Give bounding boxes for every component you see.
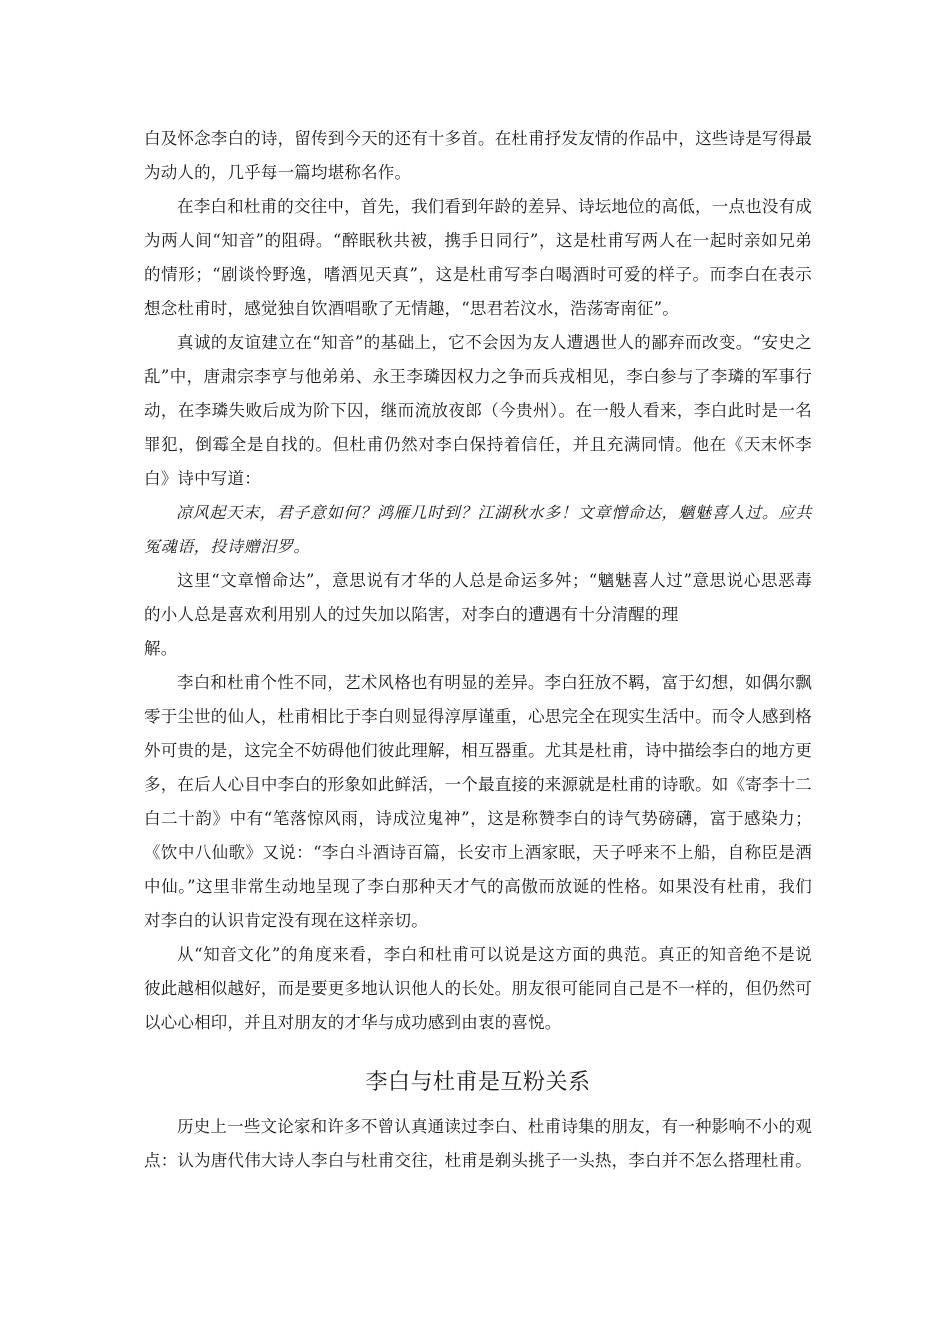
section-heading: 李白与杜甫是互粉关系 [365, 1070, 591, 1095]
paragraph-styles: 李白和杜甫个性不同，艺术风格也有明显的差异。李白狂放不羁，富于幻想，如偶尔飘零于尘世的仙人，杜甫相比于李白则显得淳厚谨重，心思完全在现实生活中。而令人感到格外可贵的是，这完全不妨碍他们彼此理解，相互器重。尤其是杜甫，诗中描绘李白的地方更多，在后人心目中李白的形象如此鲜活，一个最直接的来源就是杜甫的诗歌。如《寄李十二白二十韵》中有“笔落惊风雨，诗成泣鬼神”，这是称赞李白的诗气势磅礴，富于感染力；《饮中八仙歌》又说：“李白斗酒诗百篇，长安市上酒家眠，天子呼来不上船，自称臣是酒中仙。”这里非常生动地呈现了李白那种天才气的高傲而放诞的性格。如果没有杜甫，我们对李白的认识肯定没有现在这样亲切。 [144, 673, 812, 930]
paragraph-poem-explanation [144, 564, 812, 666]
explanation-text: 这里“文章憎命达”，意思说有才华的人总是命运多舛；“魑魅喜人过”意思说心思恶毒的小人总是喜欢利用别人的过失加以陷害，对李白的遭遇有十分清醒的理 [144, 571, 812, 624]
article-body [144, 122, 812, 1178]
paragraph-section-intro: 历史上一些文论家和许多不曾认真通读过李白、杜甫诗集的朋友，有一种影响不小的观点：认为唐代伟大诗人李白与杜甫交往，杜甫是剃头挑子一头热，李白并不怎么搭理杜甫。 [144, 1117, 812, 1170]
paragraph-anshi-rebellion: 真诚的友谊建立在“知音”的基础上，它不会因为友人遭遇世人的鄙弃而改变。“安史之乱”中，唐肃宗李亨与他弟弟、永王李璘因权力之争而兵戎相见，李白参与了李璘的军事行动，在李璘失败后成为阶下囚，继而流放夜郎（今贵州）。在一般人看来，李白此时是一名罪犯，倒霉全是自找的。但杜甫仍然对李白保持着信任，并且充满同情。他在《天末怀李白》诗中写道： [144, 333, 812, 488]
paragraph-zhiyin-culture: 从“知音文化”的角度来看，李白和杜甫可以说是这方面的典范。真正的知音绝不是说彼此越相似越好，而是要更多地认识他人的长处。朋友很可能同自己是不一样的，但仍然可以心心相印，并且对朋友的才华与成功感到由衷的喜悦。 [144, 945, 812, 1032]
paragraph-continued: 白及怀念李白的诗，留传到今天的还有十多首。在杜甫抒发友情的作品中，这些诗是写得最为动人的，几乎每一篇均堪称名作。 [144, 129, 812, 182]
paragraph-friendship-age: 在李白和杜甫的交往中，首先，我们看到年龄的差异、诗坛地位的高低，一点也没有成为两人间“知音”的阻碍。“醉眠秋共被，携手日同行”，这是杜甫写两人在一起时亲如兄弟的情形；“剧谈怜野逸，嗜酒见天真”，这是杜甫写李白喝酒时可爱的样子。而李白在表示想念杜甫时，感觉独自饮酒唱歌了无情趣，“思君若汶水，浩荡寄南征”。 [144, 197, 812, 318]
poem-quote: 凉风起天末，君子意如何？鸿雁几时到？江湖秋水多！文章憎命达，魑魅喜人过。应共冤魂语，投诗赠汨罗。 [144, 503, 812, 556]
explanation-tail: 解。 [144, 639, 178, 658]
